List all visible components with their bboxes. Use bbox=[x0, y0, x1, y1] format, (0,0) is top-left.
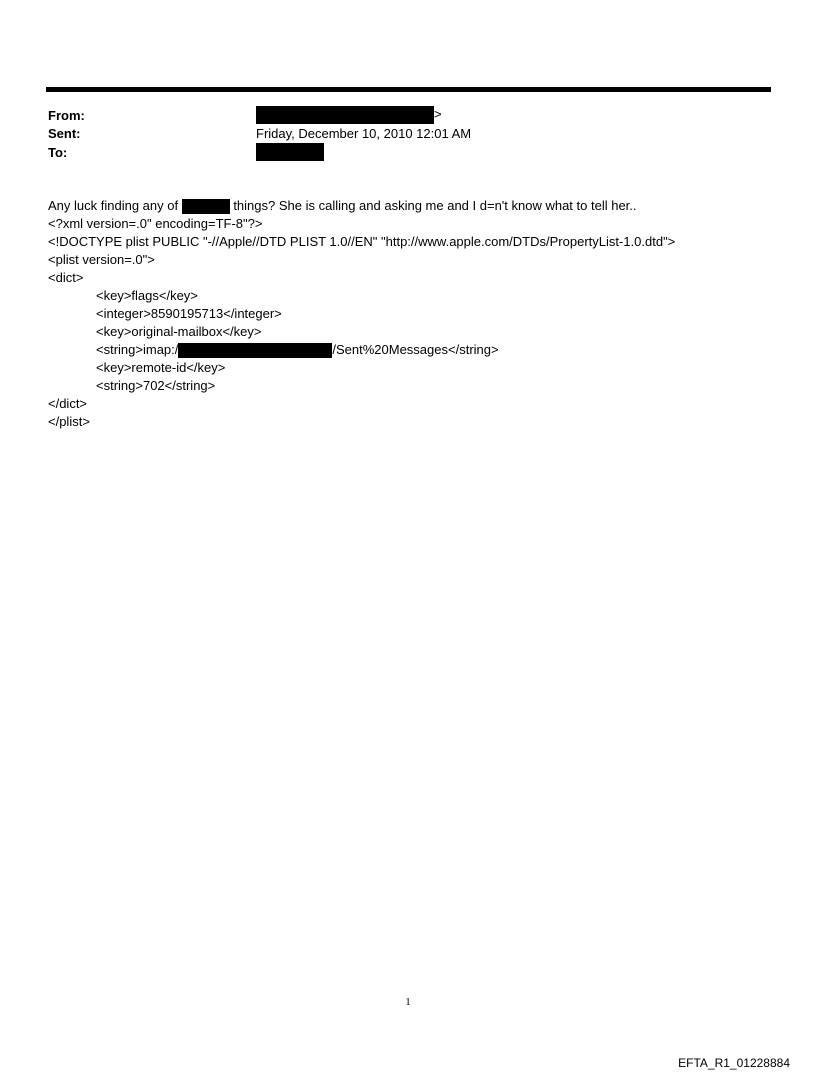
body-line-3: <!DOCTYPE plist PUBLIC "-//Apple//DTD PLIST 1.0//EN" "http://www.apple.com/DTDs/PropertyList-1.0.dtd"> bbox=[48, 234, 676, 249]
body-line-5: <dict> bbox=[48, 270, 84, 285]
from-value bbox=[256, 106, 442, 124]
sent-value: Friday, December 10, 2010 12:01 AM bbox=[256, 126, 472, 141]
body-line-9-end: /Sent%20Messages</string> bbox=[332, 342, 499, 357]
header-rule bbox=[46, 87, 771, 92]
body-line-11: <string>702</string> bbox=[96, 378, 216, 393]
body-line-12: </dict> bbox=[48, 396, 88, 411]
mailbox-redaction bbox=[178, 343, 332, 358]
body-line-10: <key>remote-id</key> bbox=[96, 360, 226, 375]
body-line-4: <plist version=.0"> bbox=[48, 252, 155, 267]
name-redaction bbox=[182, 199, 230, 214]
from-suffix: > bbox=[434, 106, 442, 122]
to-redaction bbox=[256, 143, 324, 161]
to-label: To: bbox=[48, 145, 68, 160]
body-line-13: </plist> bbox=[48, 414, 90, 429]
from-redaction bbox=[256, 106, 434, 124]
bates-number: EFTA_R1_01228884 bbox=[678, 1056, 790, 1070]
sent-label: Sent: bbox=[48, 126, 81, 141]
to-value bbox=[256, 143, 324, 161]
body-line-9 bbox=[96, 341, 499, 359]
body-line-9-start: <string>imap:/ bbox=[96, 342, 179, 357]
page-number: 1 bbox=[405, 996, 411, 1008]
body-line-7: <integer>8590195713</integer> bbox=[96, 306, 282, 321]
body-line-6: <key>flags</key> bbox=[96, 288, 198, 303]
body-line-1 bbox=[48, 197, 637, 215]
body-line-2: <?xml version=.0" encoding=TF-8"?> bbox=[48, 216, 263, 231]
body-line-1-end: things? She is calling and asking me and I d=n't know what to tell her.. bbox=[229, 198, 637, 213]
body-line-8: <key>original-mailbox</key> bbox=[96, 324, 262, 339]
from-label: From: bbox=[48, 108, 85, 123]
body-line-1-start: Any luck finding any of bbox=[48, 198, 182, 213]
